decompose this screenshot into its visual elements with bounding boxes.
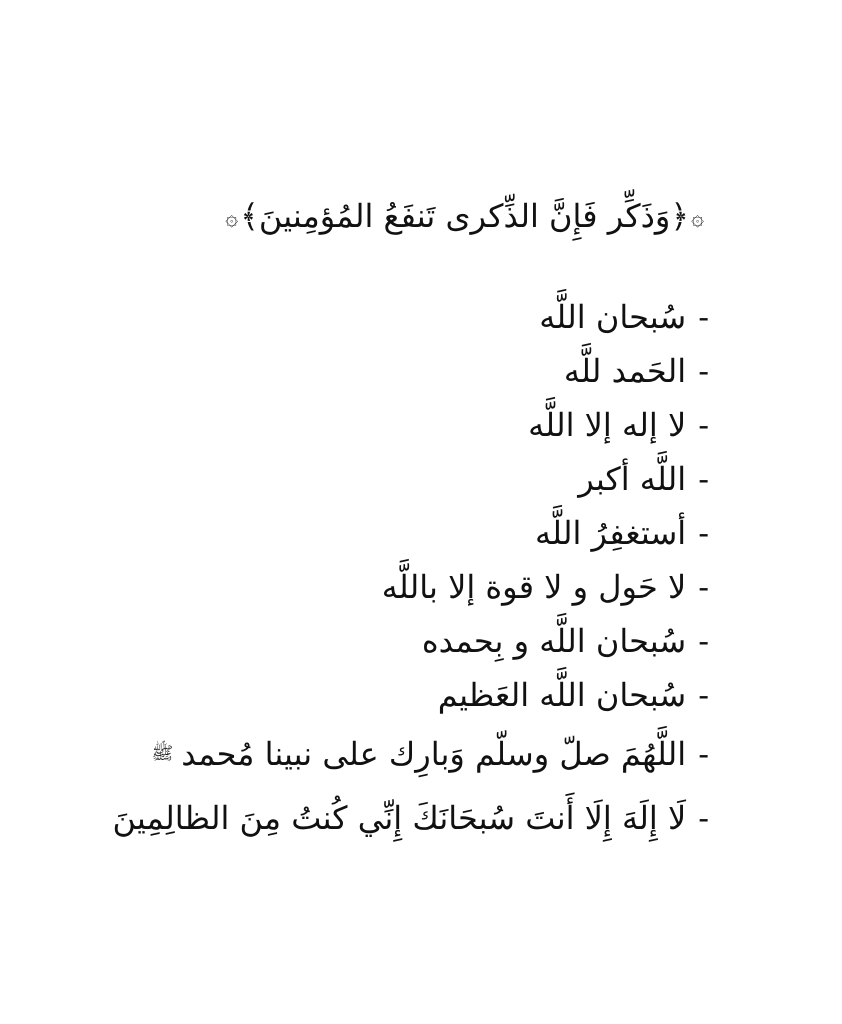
dash-bullet: - bbox=[698, 735, 709, 773]
list-item bbox=[112, 722, 709, 786]
dash-bullet: - bbox=[698, 799, 709, 837]
dash-bullet: - bbox=[698, 298, 709, 336]
dash-bullet: - bbox=[698, 514, 709, 552]
list-item bbox=[112, 452, 709, 506]
dhikr-text: اللَّه أكبر bbox=[578, 460, 687, 498]
dhikr-text: سُبحان اللَّه العَظيم bbox=[437, 676, 687, 714]
ornament-icon: ۞ bbox=[691, 205, 704, 231]
dash-bullet: - bbox=[698, 460, 709, 498]
dhikr-text: سُبحان اللَّه و بِحمده bbox=[421, 622, 687, 660]
quran-verse-heading bbox=[223, 192, 706, 243]
list-item bbox=[112, 560, 709, 614]
list-item bbox=[112, 668, 709, 722]
verse-text: ﴿وَذَكِّر فَإِنَّ الذِّكرى تَنفَعُ المُؤمِنينَ﴾ bbox=[240, 197, 690, 235]
dash-bullet: - bbox=[698, 676, 709, 714]
dash-bullet: - bbox=[698, 622, 709, 660]
list-item bbox=[112, 398, 709, 452]
list-item bbox=[112, 506, 709, 560]
salawat-seal-icon: ﷺ bbox=[151, 743, 174, 764]
dhikr-text: لا إله إلا اللَّه bbox=[528, 406, 687, 444]
dhikr-text: لَا إِلَهَ إِلَا أَنتَ سُبحَانَكَ إِنِّي كُنتُ مِنَ الظالِمِينَ bbox=[112, 799, 687, 837]
dhikr-text: اللَّهُمَ صلّ وسلّم وَبارِك على نبينا مُحمد bbox=[181, 735, 687, 773]
list-item bbox=[112, 290, 709, 344]
dhikr-text: لا حَول و لا قوة إلا باللَّه bbox=[381, 568, 687, 606]
dash-bullet: - bbox=[698, 352, 709, 390]
list-item bbox=[112, 786, 709, 850]
list-item bbox=[112, 614, 709, 668]
ornament-icon: ۞ bbox=[225, 205, 239, 231]
list-item bbox=[112, 344, 709, 398]
dash-bullet: - bbox=[698, 406, 709, 444]
dhikr-text: الحَمد للَّه bbox=[563, 352, 687, 390]
dash-bullet: - bbox=[698, 568, 709, 606]
dhikr-text: أستغفِرُ اللَّه bbox=[534, 514, 687, 552]
dhikr-list bbox=[112, 290, 709, 850]
dhikr-text: سُبحان اللَّه bbox=[539, 298, 687, 336]
